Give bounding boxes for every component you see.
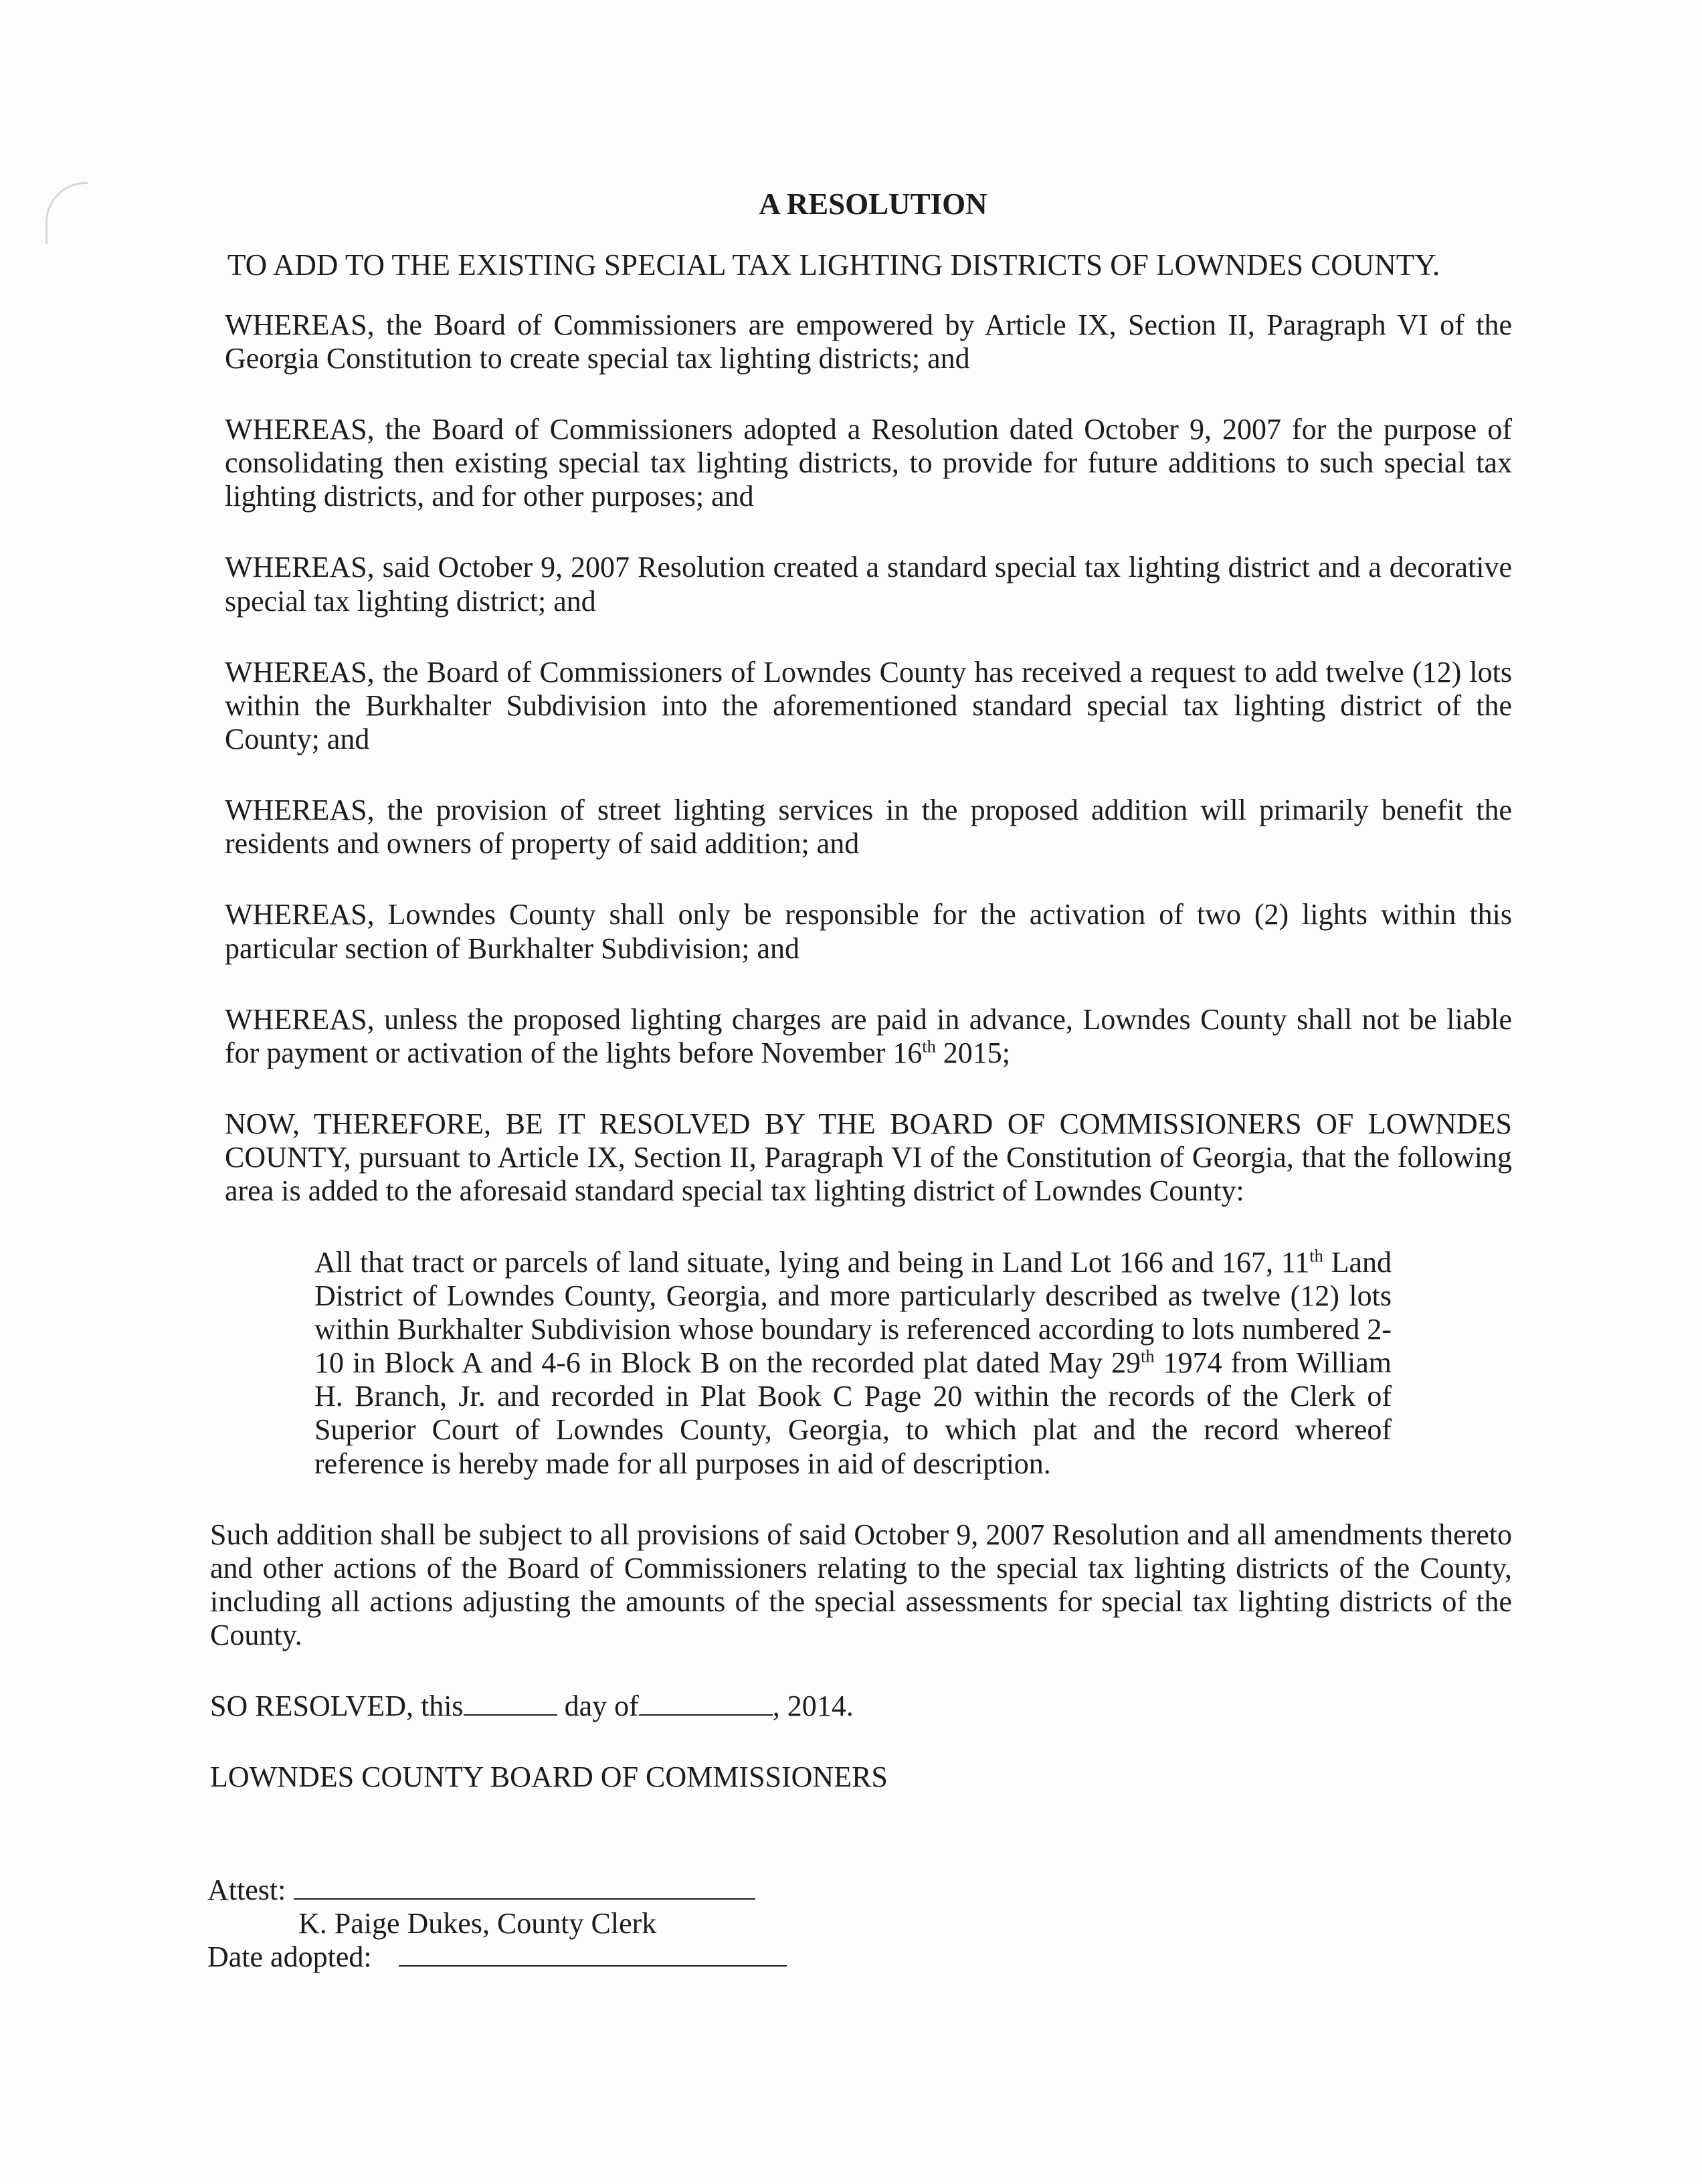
whereas-7-sup: th xyxy=(922,1036,936,1057)
tract-description xyxy=(314,1246,1392,1481)
tract-sup-2: th xyxy=(1141,1346,1155,1366)
addition-paragraph: Such addition shall be subject to all provisions of said October 9, 2007 Resolution and all amendments thereto and other actions of the Board of Commissioners relating to the special tax lighting districts of the County, including all actions adjusting the amounts of the special assessments for special tax lighting districts of the County. xyxy=(210,1518,1512,1652)
so-resolved-line xyxy=(210,1690,1512,1723)
clerk-name: K. Paige Dukes, County Clerk xyxy=(298,1907,657,1940)
now-therefore-paragraph: NOW, THEREFORE, BE IT RESOLVED BY THE BOARD OF COMMISSIONERS OF LOWNDES COUNTY, pursuant to Article IX, Section II, Paragraph VI of the Constitution of Georgia, that the following area is added to the aforesaid standard special tax lighting district of Lowndes County: xyxy=(225,1107,1512,1208)
tract-text-2: Land District of Lowndes County, Georgia, and more particularly described as twelve (12) lots within Burkhalter Subdivision whose boundary is referenced according to lots numbered 2-10 in Block A and 4-6 in Block B on the recorded plat dated May 29 xyxy=(314,1245,1392,1380)
document-subtitle: TO ADD TO THE EXISTING SPECIAL TAX LIGHTING DISTRICTS OF LOWNDES COUNTY. xyxy=(227,248,1440,282)
whereas-paragraph-3: WHEREAS, said October 9, 2007 Resolution created a standard special tax lighting district and a decorative special tax lighting district; and xyxy=(225,551,1512,618)
whereas-paragraph-1: WHEREAS, the Board of Commissioners are empowered by Article IX, Section II, Paragraph VI of the Georgia Constitution to create special tax lighting districts; and xyxy=(225,308,1512,375)
attest-signature-line[interactable] xyxy=(294,1876,755,1900)
whereas-paragraph-2: WHEREAS, the Board of Commissioners adopted a Resolution dated October 9, 2007 for the purpose of consolidating then existing special tax lighting districts, to provide for future additions to such special tax lighting districts, and for other purposes; and xyxy=(225,412,1512,513)
whereas-paragraph-6: WHEREAS, Lowndes County shall only be responsible for the activation of two (2) lights within this particular section of Burkhalter Subdivision; and xyxy=(225,898,1512,965)
resolved-suffix: , 2014. xyxy=(772,1690,854,1723)
month-blank[interactable] xyxy=(639,1692,773,1716)
tract-text-1: All that tract or parcels of land situate, lying and being in Land Lot 166 and 167, 11 xyxy=(314,1245,1310,1279)
whereas-7-text: WHEREAS, unless the proposed lighting charges are paid in advance, Lowndes County shall not be liable for payment or activation of the lights before November 16 xyxy=(225,1002,1512,1069)
attest-label: Attest: xyxy=(207,1874,286,1906)
resolved-prefix: SO RESOLVED, this xyxy=(210,1690,464,1723)
tract-sup-1: th xyxy=(1309,1245,1323,1265)
scan-fold-mark xyxy=(45,182,88,244)
attest-row xyxy=(207,1874,787,1907)
whereas-paragraph-4: WHEREAS, the Board of Commissioners of Lowndes County has received a request to add twelve (12) lots within the Burkhalter Subdivision into the aforementioned standard special tax lighting district of the County; and xyxy=(225,655,1512,755)
day-blank[interactable] xyxy=(464,1692,557,1716)
document-title: A RESOLUTION xyxy=(759,187,987,221)
whereas-paragraph-7 xyxy=(225,1003,1512,1070)
date-adopted-row xyxy=(207,1940,787,1974)
date-adopted-line[interactable] xyxy=(399,1942,787,1967)
tract-text-3: 1974 from William H. Branch, Jr. and recorded in Plat Book C Page 20 within the records of the Clerk of Superior Court of Lowndes County, Georgia, to which plat and the record whereof reference is hereby made for all purposes in aid of description. xyxy=(314,1346,1392,1480)
resolved-middle: day of xyxy=(564,1690,639,1723)
resolution-body xyxy=(207,187,1512,1832)
whereas-7-year: 2015; xyxy=(935,1036,1010,1069)
date-adopted-label: Date adopted: xyxy=(207,1940,372,1974)
board-name: LOWNDES COUNTY BOARD OF COMMISSIONERS xyxy=(210,1760,888,1794)
whereas-paragraph-5: WHEREAS, the provision of street lighting services in the proposed addition will primarily benefit the residents and owners of property of said addition; and xyxy=(225,794,1512,860)
signature-block xyxy=(207,1874,787,1974)
